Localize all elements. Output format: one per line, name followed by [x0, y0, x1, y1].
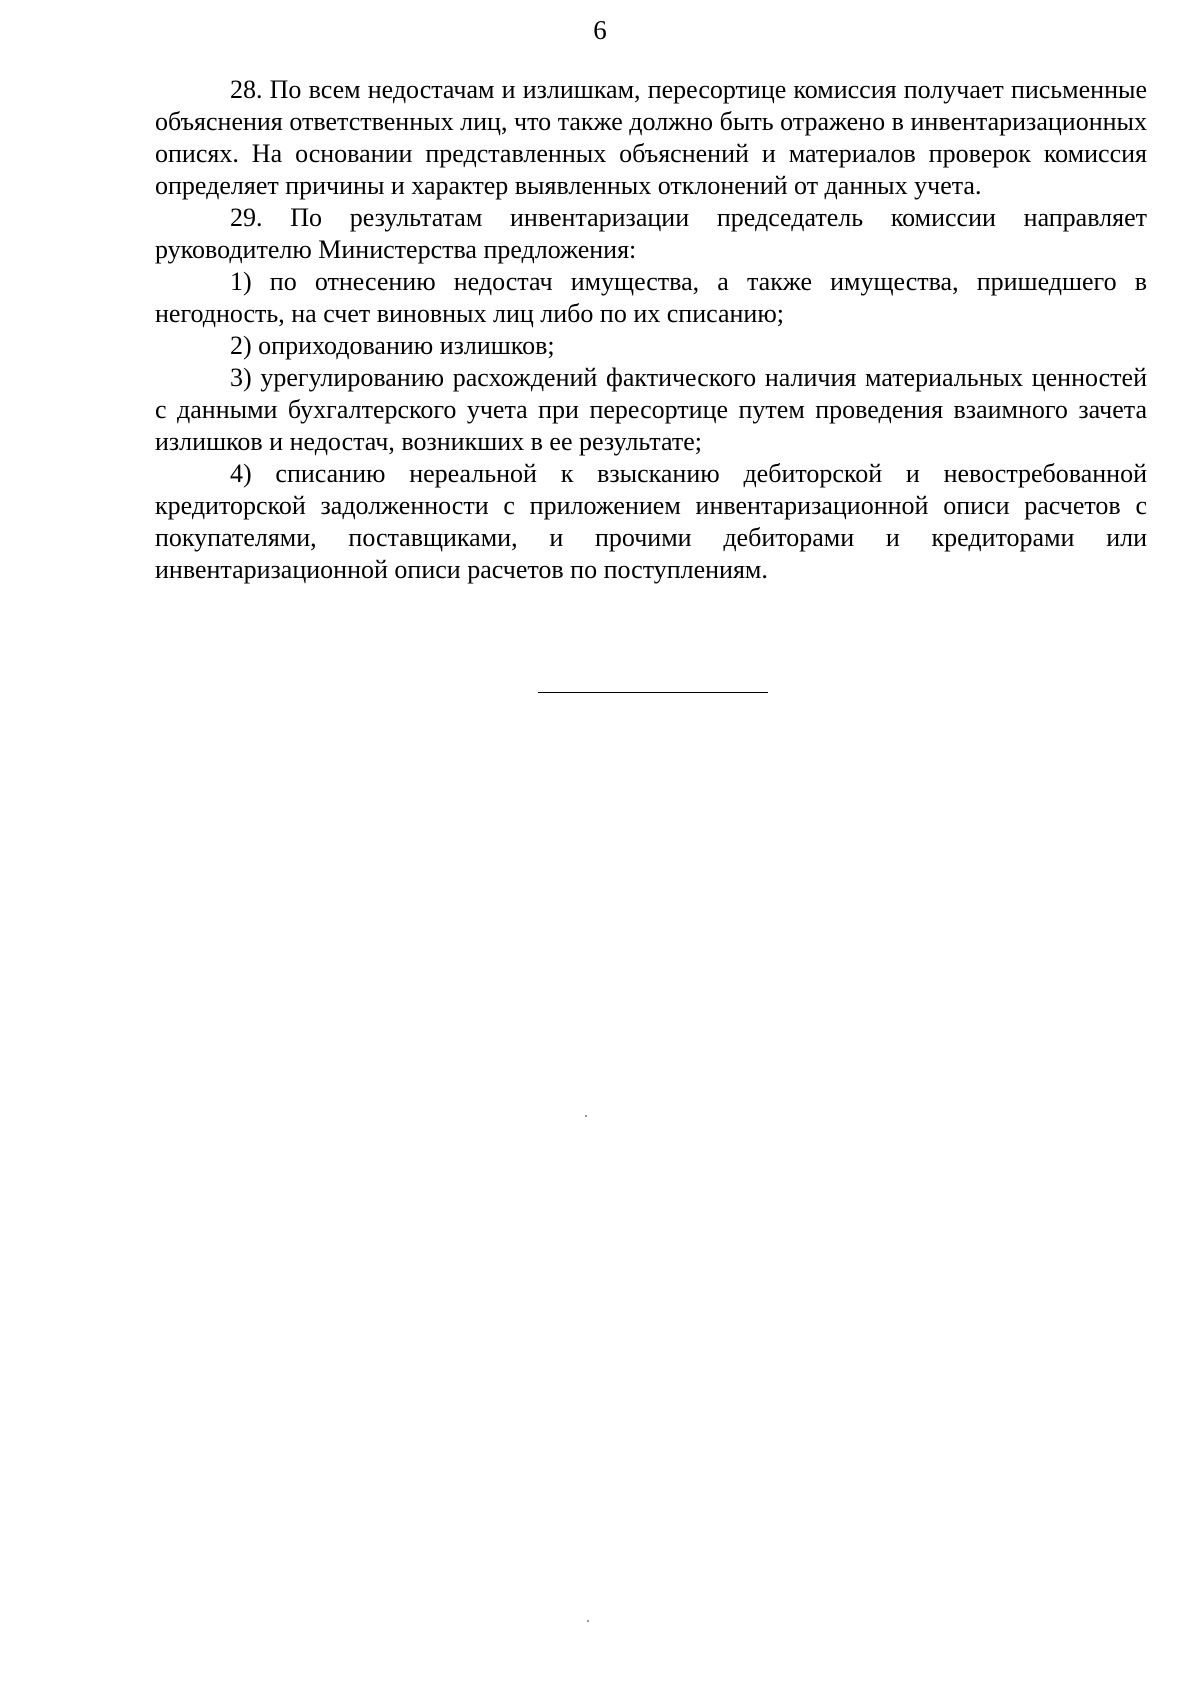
scan-speck	[585, 1115, 587, 1117]
list-item-2: 2) оприходованию излишков;	[230, 331, 555, 360]
list-item-3: 3) урегулированию расхождений фактического наличия материальных ценностей с данными бухгалтерского учета при пересортице путем проведения взаимного зачета излишков и недостач, возникших в ее результате;	[155, 363, 1147, 456]
list-item-1: 1) по отнесению недостач имущества, а также имущества, пришедшего в негодность, на счет виновных лиц либо по их списанию;	[155, 267, 1147, 328]
page-number: 6	[593, 15, 607, 45]
paragraph-29: 29. По результатам инвентаризации председатель комиссии направляет руководителю Министерства предложения:	[155, 203, 1147, 264]
scan-speck	[587, 1620, 589, 1622]
paragraph-28: 28. По всем недостачам и излишкам, пересортице комиссия получает письменные объяснения ответственных лиц, что также должно быть отражено в инвентаризационных описях. На основании представленных объяснений и материалов проверок комиссия определяет причины и характер выявленных отклонений от данных учета.	[155, 75, 1147, 200]
document-body	[155, 74, 1147, 586]
end-separator-line	[538, 692, 768, 693]
list-item-4: 4) списанию нереальной к взысканию дебиторской и невостребованной кредиторской задолженности с приложением инвентаризационной описи расчетов с покупателями, поставщиками, и прочими дебиторами и кредиторами или инвентаризационной описи расчетов по поступлениям.	[155, 459, 1147, 584]
